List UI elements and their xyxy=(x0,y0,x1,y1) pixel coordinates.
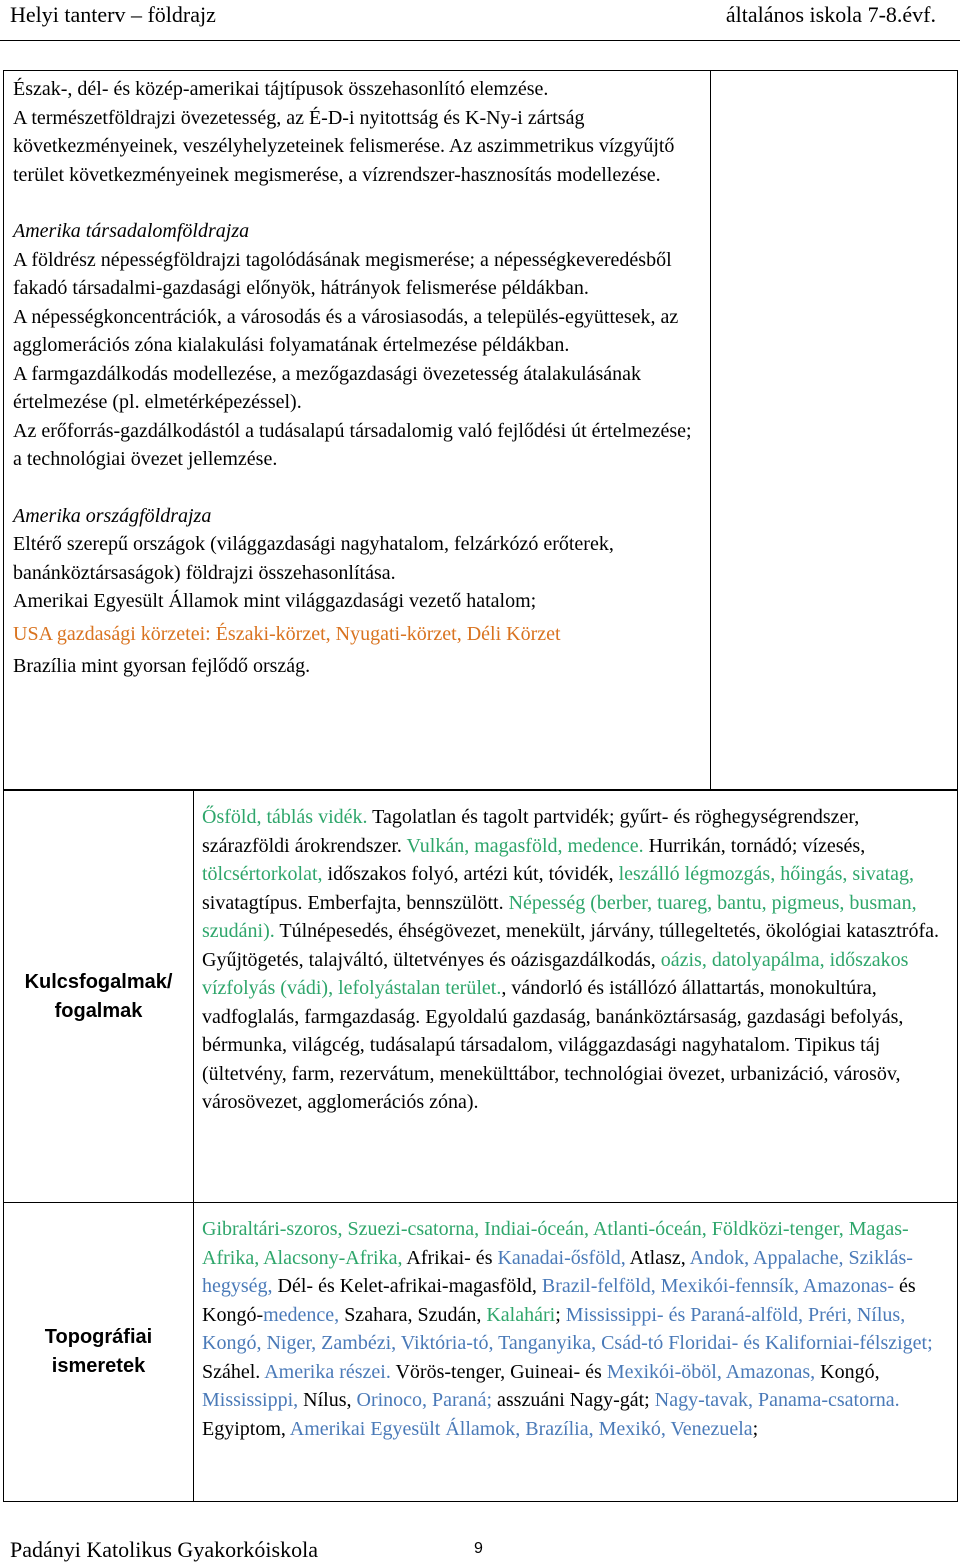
text-segment: asszuáni Nagy-gát; xyxy=(492,1389,655,1411)
text-segment: Orinoco, Paraná; xyxy=(356,1389,493,1411)
text-segment: Tagolatlan és tagolt partvidék; gyűrt- és röghegységrendszer, szárazföldi árokrendszer. xyxy=(202,806,860,857)
header-title: Helyi tanterv – földrajz xyxy=(10,2,216,27)
topo-content-cell xyxy=(193,1202,958,1502)
footer-school: Padányi Katolikus Gyakorkóiskola xyxy=(10,1537,318,1562)
kulcs-label: Kulcsfogalmak/ fogalmak xyxy=(24,970,173,1022)
text-segment: Vörös-tenger, Guineai- és xyxy=(390,1360,607,1383)
paragraph: A természetföldrajzi övezetesség, az É-D-i nyitottság és K-Ny-i zártság következményeinek, veszélyhelyzeteinek felismerése. Az aszimmetrikus vízgyűjtő terület következményeinek megismerése, a vízrendszer-hasznosítás modellezése. xyxy=(13,106,675,186)
paragraph: Brazília mint gyorsan fejlődő ország. xyxy=(13,655,311,677)
text-segment: Andok, Appalache, Sziklás-hegység, xyxy=(202,1246,913,1297)
content-box xyxy=(3,70,711,790)
topo-label-cell xyxy=(3,1202,194,1502)
paragraph: A népességkoncentrációk, a városodás és a városiasodás, a település-együttesek, az agglomerációs zóna kialakulási folyamatának értelmezése példákban. xyxy=(13,305,679,356)
text-segment: ; xyxy=(555,1303,566,1326)
text-segment: Kongó, xyxy=(815,1360,880,1383)
highlighted-paragraph: USA gazdasági körzetei: Északi-körzet, Nyugati-körzet, Déli Körzet xyxy=(13,622,561,645)
text-segment: Brazil-felföld, Mexikói-fennsík, Amazonas- xyxy=(541,1275,894,1297)
paragraph: A földrész népességföldrajzi tagolódásának megismerése; a népességkeveredésből fakadó társadalmi-gazdasági előnyök, hátrányok felismerése példákban. xyxy=(13,248,672,299)
text-segment: medence, xyxy=(263,1303,340,1326)
text-segment: Mississippi, xyxy=(202,1389,299,1411)
text-segment: Amerika részei. xyxy=(264,1360,391,1383)
text-segment: Vulkán, magasföld, medence. xyxy=(406,834,644,857)
text-segment: időszakos folyó, artézi kút, tóvidék, xyxy=(322,863,619,885)
text-segment: Atlasz, xyxy=(625,1246,690,1269)
page-number: 9 xyxy=(474,1540,483,1557)
text-segment: sivatagtípus. Emberfajta, bennszülött. xyxy=(202,891,509,914)
text-segment: Kalahári xyxy=(486,1303,556,1326)
text-segment: Nagy-tavak, Panama-csatorna. xyxy=(654,1389,900,1411)
text-segment: Hurrikán, tornádó; vízesés, xyxy=(643,834,866,857)
paragraph: A farmgazdálkodás modellezése, a mezőgazdasági övezetesség átalakulásának értelmezése (pl. elmetérképezéssel). xyxy=(13,362,642,413)
paragraph: Eltérő szerepű országok (világgazdasági nagyhatalom, felzárkózó erőterek, banánköztársaságok) földrajzi összehasonlítása. xyxy=(13,533,614,584)
kulcs-text xyxy=(202,803,949,1117)
text-segment: leszálló légmozgás, hőingás, sivatag, xyxy=(618,863,915,885)
text-segment: Dél- és Kelet-afrikai-magasföld, xyxy=(272,1275,542,1297)
text-segment: oázis, datolyapálma, időszakos vízfolyás (vádi), lefolyástalan terület. xyxy=(202,948,909,999)
header-rule xyxy=(0,40,960,41)
text-segment: Mexikói-öböl, Amazonas, xyxy=(606,1360,816,1383)
text-segment: Nílus, Kongó, Niger, Zambézi, Viktória-tó, Tanganyika, Csád-tó Floridai- és Kaliforniai-félsziget; xyxy=(202,1303,933,1354)
text-segment: Népesség (berber, tuareg, bantu, pigmeus, busman, szudáni). xyxy=(202,891,917,942)
topo-label: Topográfiai ismeretek xyxy=(44,1326,153,1377)
paragraph: Amerikai Egyesült Államok mint világgazdasági vezető hatalom; xyxy=(13,590,537,612)
text-segment: , vándorló és istállózó állattartás, monokultúra, vadfoglalás, farmgazdaság. Egyoldalú gazdaság, banánköztársaság, gazdasági befolyás, bérmunka, világcég, tudásalapú társadalom, világgazdasági nagyhatalom. Tipikus táj (ültetvény, farm, rezervátum, menekülttábor, technológiai övezet, urbanizáció, városöv, városövezet, agglomerációs zóna). xyxy=(202,977,904,1113)
kulcs-label-cell xyxy=(3,790,194,1203)
topo-text xyxy=(202,1215,949,1443)
text-segment: Gibraltári-szoros, Szuezi-csatorna, Indiai-óceán, Atlanti-óceán, Földközi-tenger, Magas-Afrika, Alacsony-Afrika, xyxy=(202,1218,909,1269)
text-segment: Túlnépesedés, éhségövezet, menekült, járvány, túllegeltetés, ökológiai katasztrófa. Gyűjtögetés, talajváltó, ültetvényes és oázisgazdálkodás, xyxy=(202,920,939,971)
paragraph: Az erőforrás-gazdálkodástól a tudásalapú társadalomig való fejlődési út értelmezése; a technológiai övezet jellemzése. xyxy=(13,419,692,470)
text-segment: és Kongó- xyxy=(202,1275,916,1326)
text-segment: Szahara, Szudán, xyxy=(339,1303,487,1326)
text-segment: ; xyxy=(752,1417,759,1440)
text-segment: Nílus, xyxy=(298,1389,357,1411)
text-segment: Afrikai- és xyxy=(402,1246,498,1269)
text-segment: Mississippi- és Paraná-alföld, Préri, xyxy=(565,1303,852,1326)
header-grade: általános iskola 7-8.évf. xyxy=(725,2,936,27)
text-segment: Egyiptom, xyxy=(202,1417,290,1440)
text-segment: Ősföld, táblás vidék. xyxy=(202,806,368,828)
text-segment: Kanadai-ősföld, xyxy=(497,1246,626,1269)
empty-column xyxy=(710,70,958,790)
text-segment: tölcsértorkolat, xyxy=(202,863,323,885)
section-heading: Amerika társadalomföldrajza xyxy=(13,220,250,242)
kulcs-content-cell xyxy=(193,790,958,1203)
paragraph: Észak-, dél- és közép-amerikai tájtípusok összehasonlító elemzése. xyxy=(13,78,549,100)
text-segment: Amerikai Egyesült Államok, Brazília, Mexikó, Venezuela xyxy=(289,1417,753,1440)
section-heading: Amerika országföldrajza xyxy=(13,504,212,527)
text-segment: Száhel. xyxy=(202,1360,265,1383)
